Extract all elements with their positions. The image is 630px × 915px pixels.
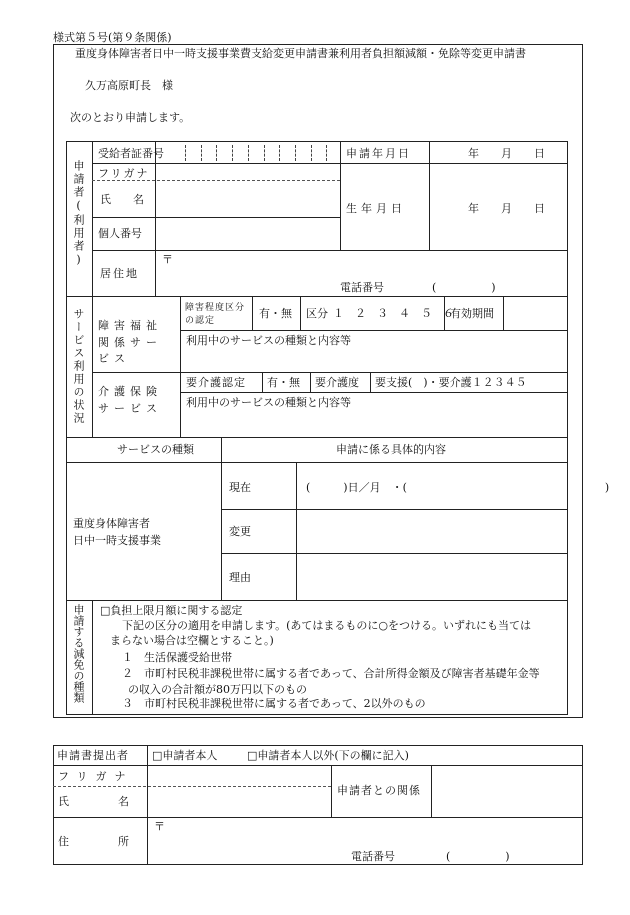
reduction-item-2b: の収入の合計額が80万円以下のもの (128, 683, 307, 696)
row-line (66, 437, 568, 438)
postal-mark: 〒 (162, 253, 173, 266)
row-line (221, 553, 568, 554)
submitter-address-label: 住 所 (58, 835, 133, 848)
furigana-dash (53, 786, 331, 787)
row-current-label: 現在 (229, 481, 251, 494)
row-line (66, 600, 568, 601)
row-line (180, 392, 568, 393)
address-label: 居住地 (100, 267, 139, 280)
phone-field[interactable]: ( ) (432, 281, 496, 294)
classification-label: 区分 (306, 307, 328, 320)
birth-date-label: 生年月日 (346, 202, 406, 215)
relationship-label: 申請者との関係 (337, 784, 421, 797)
classification-values[interactable]: １ ２ ３ ４ ５ ６ (333, 307, 454, 320)
row-line (92, 217, 340, 218)
col-line (431, 765, 432, 817)
row-line (53, 765, 583, 766)
row-line (92, 372, 568, 373)
application-date-field[interactable]: 年 月 日 (468, 147, 545, 160)
phone-label: 電話番号 (340, 281, 384, 294)
col-line (503, 296, 504, 330)
service-type-header: サービスの種類 (117, 443, 194, 456)
submitter-furigana-label: フリガナ (58, 770, 134, 783)
row-reason-label: 理由 (229, 571, 251, 584)
col-line (331, 765, 332, 817)
disability-recognition-label: 障害程度区分の認定 (185, 303, 246, 326)
col-line (180, 296, 181, 437)
reduction-description-2: まらない場合は空欄とすること。) (110, 634, 274, 647)
submitter-phone-label: 電話番号 (351, 850, 395, 863)
submitter-postal-mark: 〒 (154, 820, 165, 833)
submitter-label: 申請書提出者 (57, 749, 129, 762)
col-line (147, 745, 148, 865)
submitter-option-other[interactable]: □申請者本人以外(下の欄に記入) (247, 749, 409, 762)
row-line (66, 462, 568, 463)
col-line (300, 296, 301, 330)
col-line (262, 372, 263, 392)
name-label: 氏 名 (100, 193, 144, 206)
col-line (429, 141, 430, 250)
welfare-service-label: 障害福祉関係サービス (98, 319, 162, 365)
birth-date-field[interactable]: 年 月 日 (468, 202, 545, 215)
submitter-phone-field[interactable]: ( ) (446, 850, 510, 863)
col-line (310, 372, 311, 392)
col-line (340, 141, 341, 250)
col-line (252, 296, 253, 330)
row-line (92, 163, 568, 164)
addressee: 久万高原町長 様 (85, 79, 173, 92)
row-line (53, 817, 583, 818)
reduction-checkbox[interactable]: □負担上限月額に関する認定 (100, 604, 243, 617)
row-line (66, 296, 568, 297)
reduction-description: 下記の区分の適用を申請します。(あてはまるものに○をつける。いずれにも当ては (122, 619, 532, 632)
col-line (155, 250, 156, 296)
form-number: 様式第５号(第９条関係) (53, 31, 172, 44)
care-level-values[interactable]: 要支援( )・要介護１２３４５ (375, 376, 527, 389)
application-date-label: 申請年月日 (346, 147, 411, 160)
care-services-in-use: 利用中のサービスの種類と内容等 (186, 396, 351, 409)
details-header: 申請に係る具体的内容 (336, 443, 446, 456)
col-line (92, 296, 93, 437)
care-level-label: 要介護度 (315, 376, 359, 389)
col-line (296, 462, 297, 600)
submitter-option-self[interactable]: □申請者本人 (152, 749, 218, 762)
row-change-label: 変更 (229, 525, 251, 538)
care-yes-no[interactable]: 有・無 (267, 376, 300, 389)
row-line (221, 509, 568, 510)
service-usage-label: サービス利用の状況 (72, 308, 85, 425)
submitter-name-label: 氏 名 (58, 795, 133, 808)
col-line (92, 600, 93, 715)
welfare-yes-no[interactable]: 有・無 (259, 307, 292, 320)
row-line (180, 330, 568, 331)
intro-text: 次のとおり申請します。 (70, 111, 191, 124)
furigana-label: フリガナ (98, 167, 150, 180)
service-name: 重度身体障害者 日中一時支援事業 (73, 517, 161, 547)
personal-number-label: 個人番号 (98, 227, 142, 240)
care-service-label: 介護保険サービス (98, 385, 162, 415)
reduction-section-label: 申請する減免の種類 (72, 604, 85, 703)
cert-number-label: 受給者証番号 (98, 147, 164, 160)
reduction-item-3[interactable]: ３ 市町村民税非課税世帯に属する者であって、2以外のもの (122, 697, 426, 710)
row-line (92, 250, 568, 251)
reduction-item-2[interactable]: ２ 市町村民税非課税世帯に属する者であって、合計所得金額及び障害者基礎年金等 (122, 667, 540, 680)
welfare-services-in-use: 利用中のサービスの種類と内容等 (186, 334, 351, 347)
reduction-item-1[interactable]: １ 生活保護受給世帯 (122, 651, 232, 664)
col-line (370, 372, 371, 392)
row-current-value[interactable]: ( )日／月 ・( ) (306, 481, 610, 494)
furigana-dash (92, 180, 340, 181)
valid-period-label: 有効期間 (450, 307, 494, 320)
care-recognition-label: 要介護認定 (186, 376, 246, 389)
applicant-section-label: 申請者(利用者) (72, 160, 85, 268)
form-title: 重度身体障害者日中一時支援事業費支給変更申請書兼利用者負担額減額・免除等変更申請書 (75, 47, 526, 60)
